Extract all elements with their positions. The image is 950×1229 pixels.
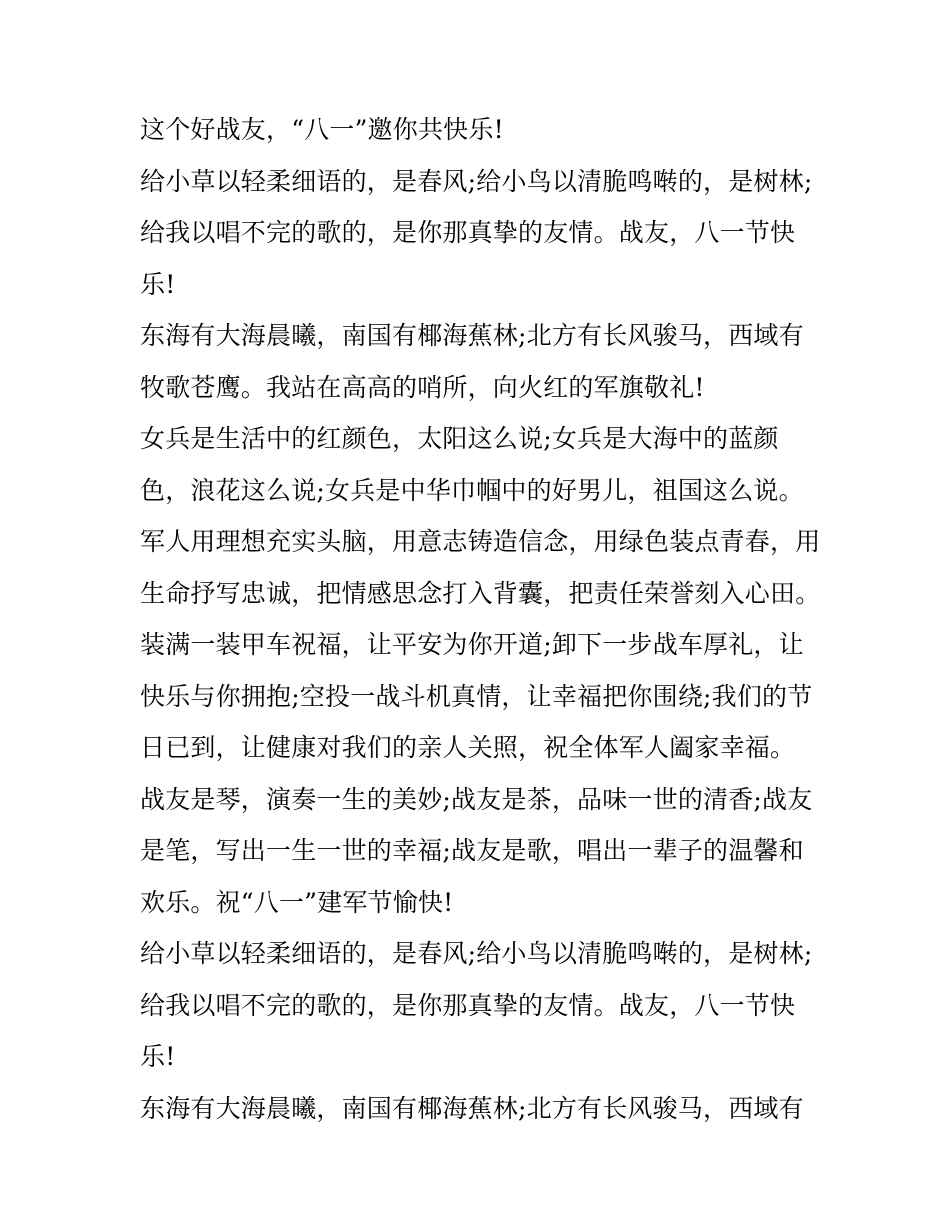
text-line: 快乐与你拥抱;空投一战斗机真情，让幸福把你围绕;我们的节	[140, 681, 813, 711]
text-line: 生命抒写忠诚，把情感思念打入背囊，把责任荣誉刻入心田。	[140, 578, 821, 608]
text-line: 东海有大海晨曦，南国有椰海蕉林;北方有长风骏马，西域有	[140, 321, 804, 350]
text-line: 东海有大海晨曦，南国有椰海蕉林;北方有长风骏马，西域有	[140, 1093, 804, 1123]
text-line: 欢乐。祝“八一”建军节愉快!	[140, 887, 454, 917]
text-line: 给我以唱不完的歌的，是你那真挚的友情。战友，八一节快	[140, 990, 796, 1020]
document-body	[140, 104, 820, 1134]
text-line: 军人用理想充实头脑，用意志铸造信念，用绿色装点青春，用	[140, 527, 821, 556]
text-line: 给小草以轻柔细语的，是春风;给小鸟以清脆鸣啭的，是树林;	[140, 166, 813, 196]
text-line: 乐!	[140, 1042, 176, 1071]
text-line: 色，浪花这么说;女兵是中华巾帼中的好男儿，祖国这么说。	[140, 475, 804, 505]
text-line: 装满一装甲车祝福，让平安为你开道;卸下一步战车厚礼，让	[140, 630, 804, 659]
text-line: 日已到，让健康对我们的亲人关照，祝全体军人阖家幸福。	[140, 733, 796, 762]
text-line: 牧歌苍鹰。我站在高高的哨所，向火红的军旗敬礼!	[140, 372, 705, 402]
text-line: 是笔，写出一生一世的幸福;战友是歌，唱出一辈子的温馨和	[140, 836, 804, 865]
text-line: 战友是琴，演奏一生的美妙;战友是茶，品味一世的清香;战友	[140, 784, 813, 814]
text-line: 女兵是生活中的红颜色，太阳这么说;女兵是大海中的蓝颜	[140, 424, 779, 453]
text-line: 这个好战友，“八一”邀你共快乐!	[140, 115, 504, 144]
text-line: 给小草以轻柔细语的，是春风;给小鸟以清脆鸣啭的，是树林;	[140, 939, 813, 968]
text-line: 乐!	[140, 269, 176, 299]
text-line: 给我以唱不完的歌的，是你那真挚的友情。战友，八一节快	[140, 218, 796, 247]
